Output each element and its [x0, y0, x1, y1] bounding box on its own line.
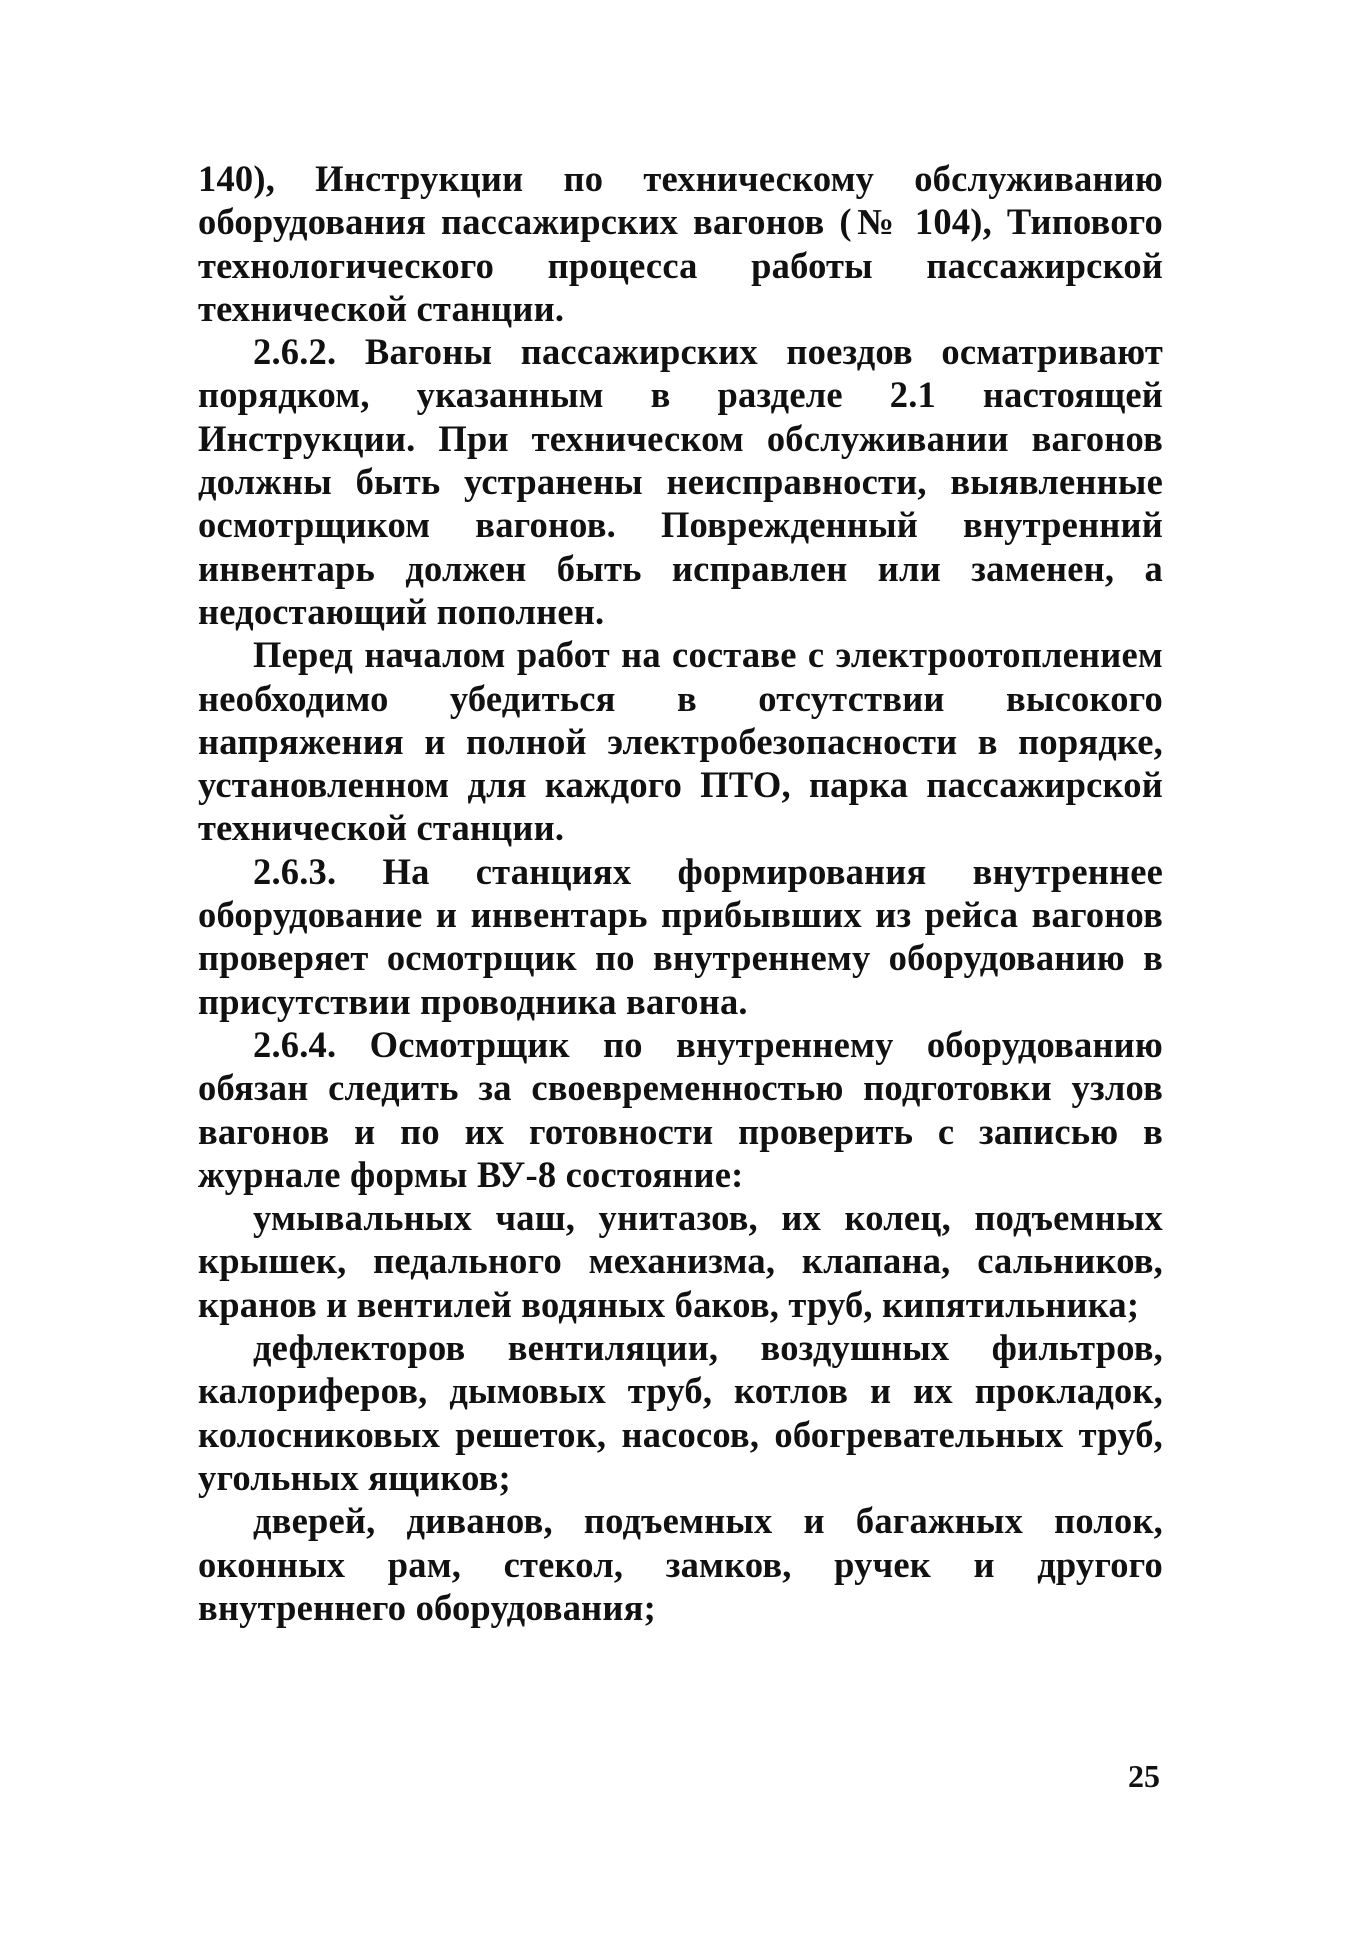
section-number: 2.6.3.	[253, 850, 337, 892]
list-item-deflectors	[198, 1326, 1163, 1499]
paragraph-2-6-2	[198, 330, 1163, 633]
paragraph-text: На станциях формирования внутреннее оборудование и инвентарь прибывших из рейса вагонов проверяет осмотрщик по внутреннему оборудованию в присутствии проводника вагона.	[198, 850, 1163, 1022]
paragraph-text: дверей, диванов, подъемных и багажных полок, оконных рам, стекол, замков, ручек и другого внутреннего оборудования;	[198, 1500, 1163, 1628]
paragraph-2-6-3	[198, 850, 1163, 1023]
list-item-doors	[198, 1499, 1163, 1629]
paragraph-continuation	[198, 157, 1163, 330]
paragraph-text: умывальных чаш, унитазов, их колец, подъемных крышек, педального механизма, клапана, сальников, кранов и вентилей водяных баков, труб, кипятильника;	[198, 1197, 1163, 1325]
paragraph-text: Вагоны пассажирских поездов осматривают порядком, указанным в разделе 2.1 настоящей Инструкции. При техническом обслуживании вагонов должны быть устранены неисправности, выявленные осмотрщиком вагонов. Поврежденный внутренний инвентарь должен быть исправлен или заменен, а недостающий пополнен.	[198, 331, 1163, 632]
body-text	[198, 157, 1163, 1629]
list-item-washbasins	[198, 1196, 1163, 1326]
section-number: 2.6.2.	[253, 331, 337, 373]
section-number: 2.6.4.	[253, 1023, 337, 1065]
paragraph-electric-safety	[198, 633, 1163, 849]
paragraph-2-6-4	[198, 1023, 1163, 1196]
paragraph-text: дефлекторов вентиляции, воздушных фильтров, калориферов, дымовых труб, котлов и их прокладок, колосниковых решеток, насосов, обогревательных труб, угольных ящиков;	[198, 1327, 1163, 1498]
page-number: 25	[1128, 1758, 1160, 1794]
paragraph-text: 140), Инструкции по техническому обслуживанию оборудования пассажирских вагонов (№ 104), Типового технологического процесса работы пассажирской технической станции.	[198, 158, 1163, 329]
paragraph-text: Осмотрщик по внутреннему оборудованию обязан следить за своевременностью подготовки узлов вагонов и по их готовности проверить с записью в журнале формы ВУ-8 состояние:	[198, 1023, 1163, 1195]
paragraph-text: Перед началом работ на составе с электроотоплением необходимо убедиться в отсутствии высокого напряжения и полной электробезопасности в порядке, установленном для каждого ПТО, парка пассажирской технической станции.	[198, 634, 1163, 849]
